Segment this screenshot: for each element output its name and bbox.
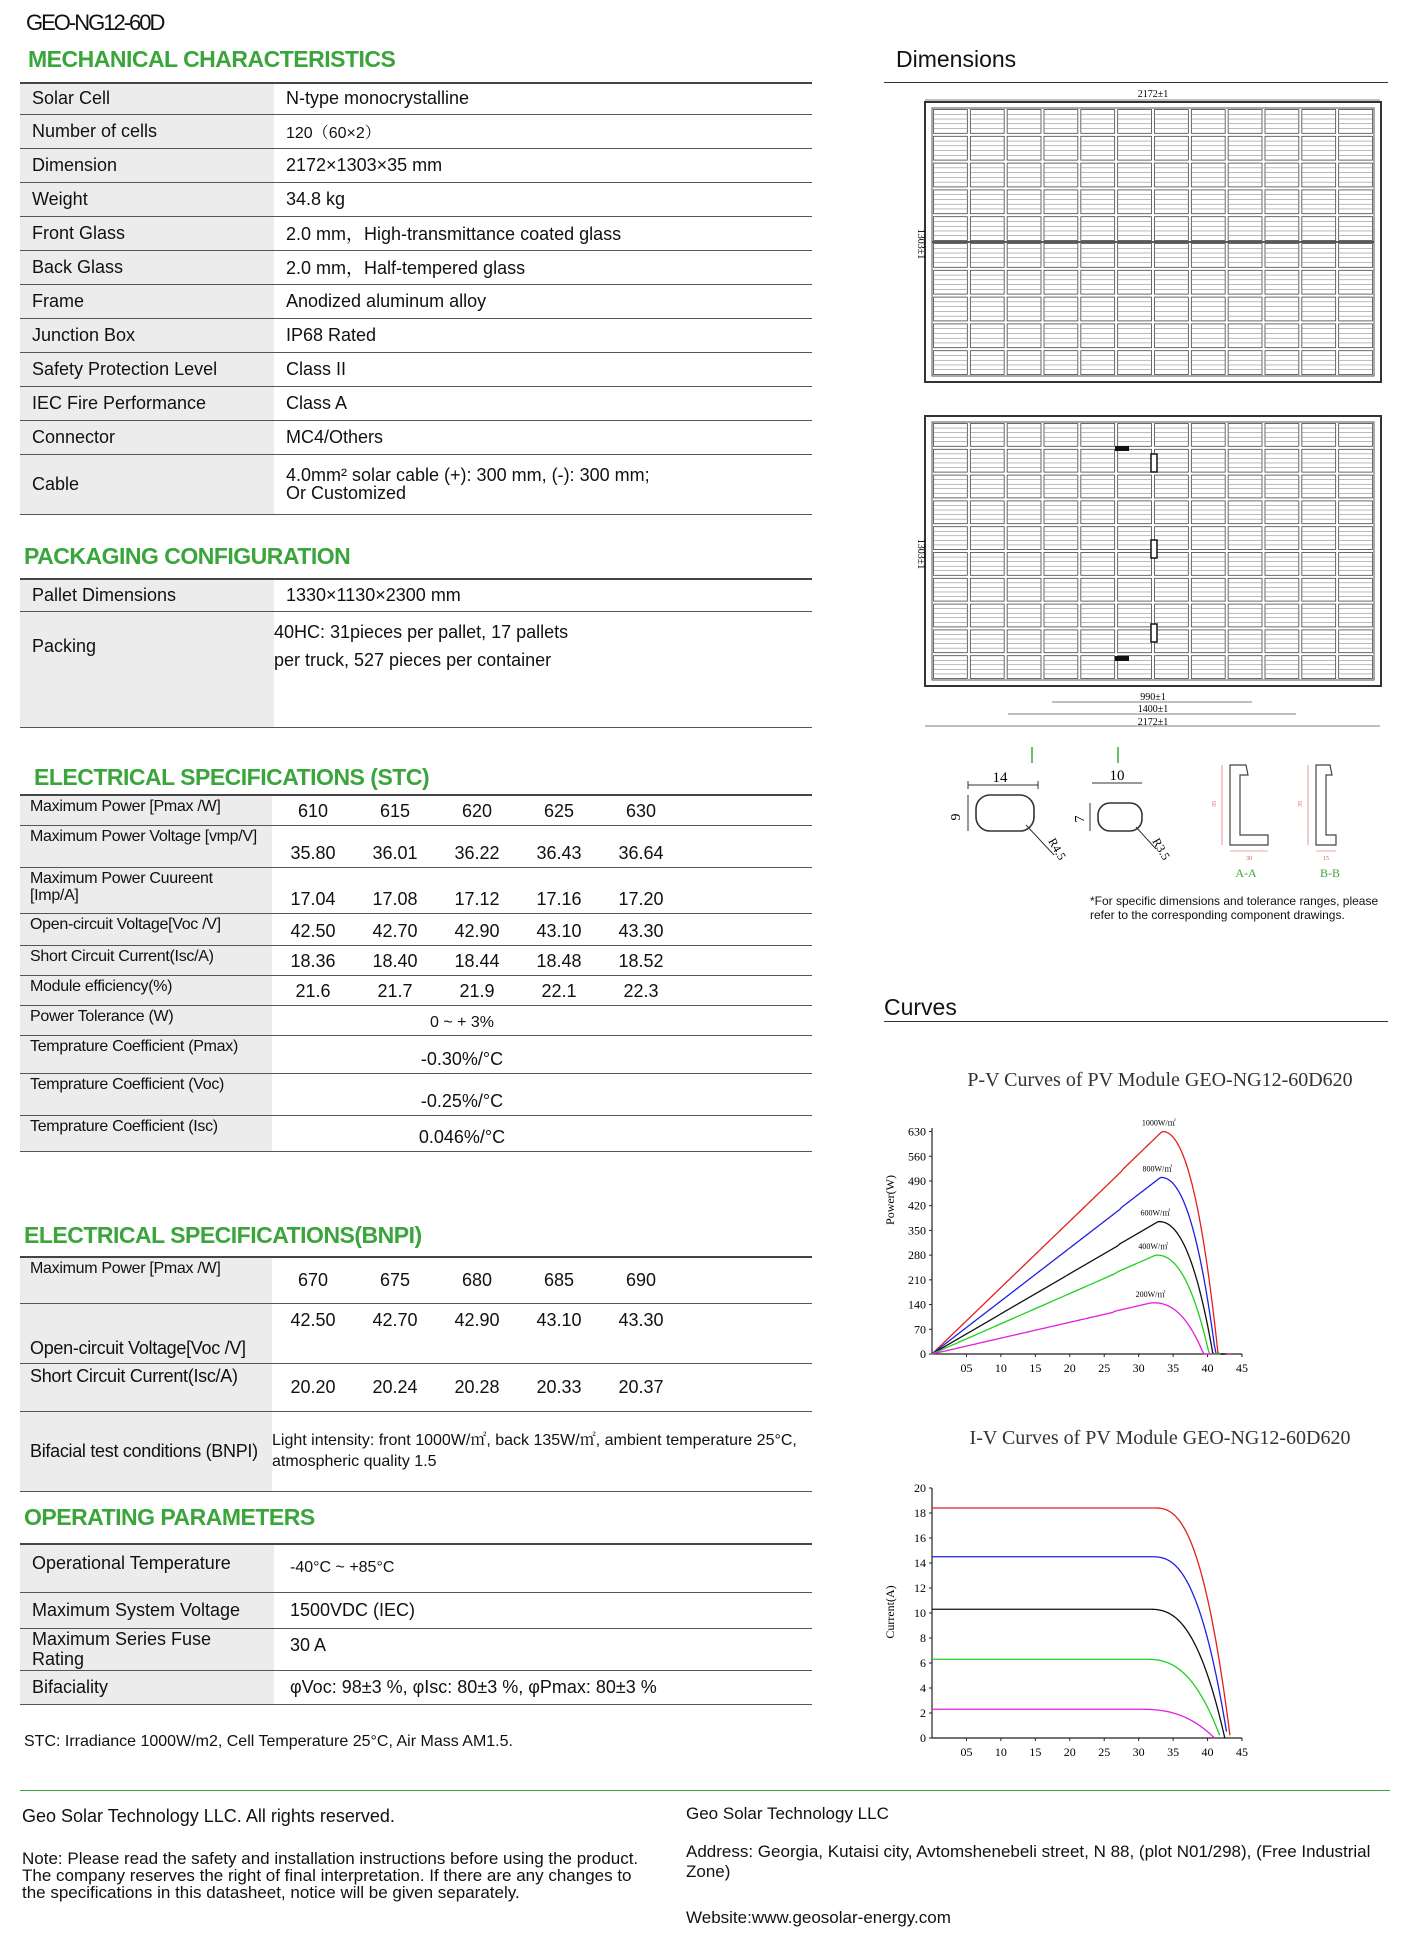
table-row [20,454,812,514]
table-row [20,945,812,975]
table-row [20,611,812,727]
spec-value: IP68 Rated [274,318,812,352]
table-row [20,182,812,216]
spec-value: 36.43 [518,825,600,867]
section-height-label: 35 [1212,801,1218,807]
table-row [20,825,812,867]
spec-value: 630 [600,795,682,825]
x-tick-label: 05 [960,1361,973,1375]
stc-note: STC: Irradiance 1000W/m2, Cell Temperature 25°C, Air Mass AM1.5. [24,1733,513,1750]
y-tick-label: 8 [920,1631,926,1645]
y-tick-label: 420 [908,1198,926,1213]
footer-note [22,1850,672,1901]
spec-value: 18.48 [518,945,600,975]
footer-note-line: The company reserves the right of final interpretation. If there are any changes to [22,1866,632,1885]
spec-key: Maximum Power Voltage [vmp/V] [20,825,272,867]
spec-key: Short Circuit Current(Isc/A) [20,945,272,975]
footer-note-line: Note: Please read the safety and installation instructions before using the product. [22,1849,639,1868]
series-label: 800W/㎡ [1142,1164,1173,1174]
operating-table [20,1543,812,1705]
y-tick-label: 12 [914,1581,926,1595]
front-height-label: 1303±1 [915,228,926,260]
packaging-value: 40HC: 31pieces per pallet, 17 pallets [274,621,569,642]
spec-value: 42.70 [354,913,436,945]
bnpi-value: 680 [436,1257,518,1303]
hole-width-label: 14 [992,770,1008,786]
spec-value-2: Or Customized [286,483,407,503]
bnpi-value: 675 [354,1257,436,1303]
spec-value: 2.0 mm，Half-tempered glass [274,250,812,284]
spec-key: Temprature Coefficient (Voc) [20,1073,272,1115]
series-label: 1000W/㎡ [1141,1118,1176,1128]
table-row [20,1005,812,1035]
operating-title: OPERATING PARAMETERS [24,1504,315,1530]
curve-line [932,1609,1225,1738]
bnpi-value: 20.37 [600,1363,682,1411]
curves-rule [884,1021,1388,1022]
table-row [20,1073,812,1115]
y-tick-label: 10 [914,1606,926,1620]
bnpi-table [20,1256,812,1492]
spec-value: 21.6 [272,975,354,1005]
back-height-label: 1303±1 [915,538,926,570]
spec-value: 17.08 [354,867,436,913]
spec-value: 22.3 [600,975,682,1005]
table-row [20,1411,812,1491]
spec-key: Number of cells [20,114,274,148]
curves-title: Curves [884,994,957,1020]
table-row [20,148,812,182]
spec-value: 36.22 [436,825,518,867]
bnpi-value: 20.24 [354,1363,436,1411]
x-tick-label: 45 [1236,1745,1248,1759]
table-row [20,1115,812,1151]
spec-value: N-type monocrystalline [274,83,812,114]
spec-key: Maximum Power Cuureent [Imp/A] [20,867,272,913]
footer-website[interactable]: Website:www.geosolar-energy.com [686,1908,951,1927]
table-row [20,795,812,825]
spec-key: Module efficiency(%) [20,975,272,1005]
table-row [20,1257,812,1303]
series-label: 400W/㎡ [1138,1242,1169,1252]
spec-value: 0 ~ + 3% [272,1005,812,1035]
bnpi-value: 685 [518,1257,600,1303]
section-width-label: 15 [1323,856,1329,862]
table-row [20,83,812,114]
front-width-label: 2172±1 [1137,89,1169,100]
spec-key: Temprature Coefficient (Pmax) [20,1035,272,1073]
curve-line [932,1303,1214,1354]
spec-value: 17.20 [600,867,682,913]
spec-key: Maximum Power [Pmax /W] [20,795,272,825]
table-row [20,386,812,420]
table-row [20,913,812,945]
packaging-title: PACKAGING CONFIGURATION [24,543,351,569]
spec-value: 36.01 [354,825,436,867]
footer-note-line: the specifications in this datasheet, notice will be given separately. [22,1883,520,1902]
spec-value: 18.40 [354,945,436,975]
y-tick-label: 4 [920,1681,926,1695]
curve-line [932,1659,1220,1735]
y-tick-label: 70 [914,1322,926,1337]
y-tick-label: 280 [908,1248,926,1263]
dimensions-rule [884,82,1388,83]
table-row [20,250,812,284]
curve-line [932,1508,1230,1735]
bnpi-key: Bifacial test conditions (BNPI) [20,1411,272,1491]
detail-drawings [930,745,1390,895]
x-tick-label: 20 [1063,1361,1076,1375]
y-tick-label: 2 [920,1706,926,1720]
table-row [20,975,812,1005]
pv-y-label: Power(W) [883,1175,897,1225]
spec-key: Safety Protection Level [20,352,274,386]
table-row [20,867,812,913]
table-row [20,318,812,352]
section-width-label: 30 [1246,856,1252,862]
y-tick-label: 0 [920,1731,926,1745]
bnpi-value: 43.10 [518,1303,600,1363]
series-label: 600W/㎡ [1140,1208,1171,1218]
bnpi-title: ELECTRICAL SPECIFICATIONS(BNPI) [24,1222,422,1248]
table-row [20,1363,812,1411]
section-a-a [1212,765,1268,880]
spec-value-cell [274,454,812,514]
spec-value: 2172×1303×35 mm [274,148,812,182]
spec-key: Solar Cell [20,83,274,114]
spec-value: 42.90 [436,913,518,945]
spec-key: Back Glass [20,250,274,284]
operating-key: Maximum System Voltage [20,1592,274,1628]
spec-value: MC4/Others [274,420,812,454]
spec-value: 35.80 [272,825,354,867]
bnpi-value: 20.33 [518,1363,600,1411]
spec-key: Power Tolerance (W) [20,1005,272,1035]
hole-width-label: 10 [1109,768,1125,784]
y-tick-label: 20 [914,1481,926,1495]
table-row [20,114,812,148]
mounting-hole-10x7 [1073,768,1173,862]
spec-value: 0.046%/°C [272,1115,812,1151]
stc-table [20,794,812,1152]
operating-key: Operational Temperature [20,1544,274,1592]
stc-title: ELECTRICAL SPECIFICATIONS (STC) [34,764,430,790]
table-row [20,1035,812,1073]
hole-height-label: 7 [1073,815,1088,823]
iv-chart-title: I-V Curves of PV Module GEO-NG12-60D620 [969,1427,1351,1449]
table-row [20,284,812,318]
operating-key: Maximum Series Fuse Rating [20,1628,274,1670]
table-row [20,579,812,611]
packaging-value: 1330×1130×2300 mm [274,579,812,611]
table-row [20,1544,812,1592]
hole-radius-label: R3.5 [1149,835,1174,863]
section-b-b [1298,765,1340,880]
bnpi-conditions: Light intensity: front 1000W/㎡, back 135W/㎡, ambient temperature 25°C, atmospheric quality 1.5 [272,1411,812,1491]
spec-value: 615 [354,795,436,825]
x-tick-label: 35 [1167,1745,1180,1759]
operating-value: -40°C ~ +85°C [274,1544,812,1592]
back-dim-990: 990±1 [1140,692,1166,703]
packaging-key: Packing [20,611,274,727]
packaging-table [20,578,812,728]
dimensions-note: *For specific dimensions and tolerance ranges, please refer to the corresponding component drawings. [1090,894,1379,922]
operating-value: φVoc: 98±3 %, φIsc: 80±3 %, φPmax: 80±3 % [274,1670,812,1704]
curve-line [932,1557,1227,1732]
table-row [20,1670,812,1704]
spec-key: Temprature Coefficient (Isc) [20,1115,272,1151]
spec-value: 2.0 mm，High-transmittance coated glass [274,216,812,250]
back-view-drawing [900,414,1400,734]
iv-y-label: Current(A) [883,1585,897,1639]
pv-curve-chart [880,1060,1390,1390]
spec-value: Class A [274,386,812,420]
operating-value: 1500VDC (IEC) [274,1592,812,1628]
spec-key: Junction Box [20,318,274,352]
x-tick-label: 40 [1201,1361,1214,1375]
spec-value: 620 [436,795,518,825]
spec-value: 22.1 [518,975,600,1005]
x-tick-label: 25 [1098,1745,1111,1759]
spec-key: Weight [20,182,274,216]
bnpi-key: Maximum Power [Pmax /W] [20,1257,272,1303]
spec-value: 21.7 [354,975,436,1005]
spec-value: 43.10 [518,913,600,945]
packaging-value-2: per truck, 527 pieces per container [274,649,552,670]
model-name: GEO-NG12-60D [26,10,164,35]
x-tick-label: 30 [1132,1361,1145,1375]
curve-line [932,1709,1214,1738]
mechanical-title: MECHANICAL CHARACTERISTICS [28,46,396,72]
footer-company: Geo Solar Technology LLC [686,1804,889,1823]
spec-value: 34.8 kg [274,182,812,216]
spec-value: 18.36 [272,945,354,975]
spec-value: -0.30%/°C [272,1035,812,1073]
back-dim-1400: 1400±1 [1137,704,1169,715]
operating-key: Bifaciality [20,1670,274,1704]
spec-value: 18.44 [436,945,518,975]
y-tick-label: 210 [908,1272,926,1287]
spec-value: 17.04 [272,867,354,913]
x-tick-label: 10 [994,1361,1007,1375]
spec-value: -0.25%/°C [272,1073,812,1115]
y-tick-label: 14 [914,1556,926,1570]
bnpi-value: 42.50 [272,1303,354,1363]
x-tick-label: 20 [1063,1745,1076,1759]
bnpi-value: 20.20 [272,1363,354,1411]
bnpi-key: Short Circuit Current(Isc/A) [20,1363,272,1411]
bnpi-value: 42.70 [354,1303,436,1363]
x-tick-label: 10 [994,1745,1007,1759]
y-tick-label: 560 [908,1149,926,1164]
footer-rights: Geo Solar Technology LLC. All rights reserved. [22,1806,395,1826]
y-tick-label: 16 [914,1531,926,1545]
table-row [20,216,812,250]
table-row [20,1628,812,1670]
x-tick-label: 15 [1029,1361,1042,1375]
x-tick-label: 05 [960,1745,973,1759]
x-tick-label: 35 [1167,1361,1180,1375]
spec-value: 610 [272,795,354,825]
table-row [20,1592,812,1628]
spec-value: 120（60×2） [274,114,812,148]
operating-value: 30 A [274,1628,812,1670]
spec-value: 17.16 [518,867,600,913]
spec-value: 17.12 [436,867,518,913]
spec-key: Front Glass [20,216,274,250]
x-tick-label: 15 [1029,1745,1042,1759]
y-tick-label: 490 [908,1173,926,1188]
footer-rule [20,1790,1390,1791]
spec-value: 21.9 [436,975,518,1005]
section-label: A-A [1235,866,1257,880]
x-tick-label: 30 [1132,1745,1145,1759]
footer-address: Address: Georgia, Kutaisi city, Avtomshenebeli street, N 88, (plot N01/298), (Free Industrial Zone) [686,1842,1371,1881]
dimensions-title: Dimensions [896,46,1017,72]
spec-key: Frame [20,284,274,318]
spec-value: 42.50 [272,913,354,945]
packaging-key: Pallet Dimensions [20,579,274,611]
pv-chart-title: P-V Curves of PV Module GEO-NG12-60D620 [967,1069,1353,1091]
x-tick-label: 40 [1201,1745,1214,1759]
bnpi-key: Open-circuit Voltage[Voc /V] [20,1303,272,1363]
y-tick-label: 0 [920,1347,926,1361]
y-tick-label: 140 [908,1297,926,1312]
y-tick-label: 6 [920,1656,926,1670]
spec-value: Class II [274,352,812,386]
spec-key: Cable [20,454,274,514]
hole-height-label: 9 [949,813,964,821]
spec-value: 625 [518,795,600,825]
section-label: B-B [1319,866,1341,880]
mechanical-table [20,82,812,515]
spec-key: Open-circuit Voltage[Voc /V] [20,913,272,945]
spec-value: 4.0mm² solar cable (+): 300 mm, (-): 300 mm; [286,465,650,485]
table-row [20,352,812,386]
bnpi-value: 43.30 [600,1303,682,1363]
bnpi-value: 690 [600,1257,682,1303]
mounting-hole-14x9 [949,770,1069,862]
iv-curve-chart [880,1422,1390,1774]
y-tick-label: 350 [908,1223,926,1238]
y-tick-label: 630 [908,1124,926,1139]
spec-key: Connector [20,420,274,454]
spec-value: Anodized aluminum alloy [274,284,812,318]
hole-radius-label: R4.5 [1045,835,1070,863]
bnpi-value: 670 [272,1257,354,1303]
spec-key: Dimension [20,148,274,182]
spec-value: 36.64 [600,825,682,867]
back-dim-2172: 2172±1 [1137,717,1169,728]
spec-value: 18.52 [600,945,682,975]
bnpi-value: 20.28 [436,1363,518,1411]
section-height-label: 35 [1298,801,1304,807]
table-row [20,1303,812,1363]
bnpi-value: 42.90 [436,1303,518,1363]
spec-key: IEC Fire Performance [20,386,274,420]
series-label: 200W/㎡ [1135,1289,1166,1299]
table-row [20,420,812,454]
x-tick-label: 25 [1098,1361,1111,1375]
y-tick-label: 18 [914,1506,926,1520]
x-tick-label: 45 [1236,1361,1248,1375]
spec-value: 43.30 [600,913,682,945]
